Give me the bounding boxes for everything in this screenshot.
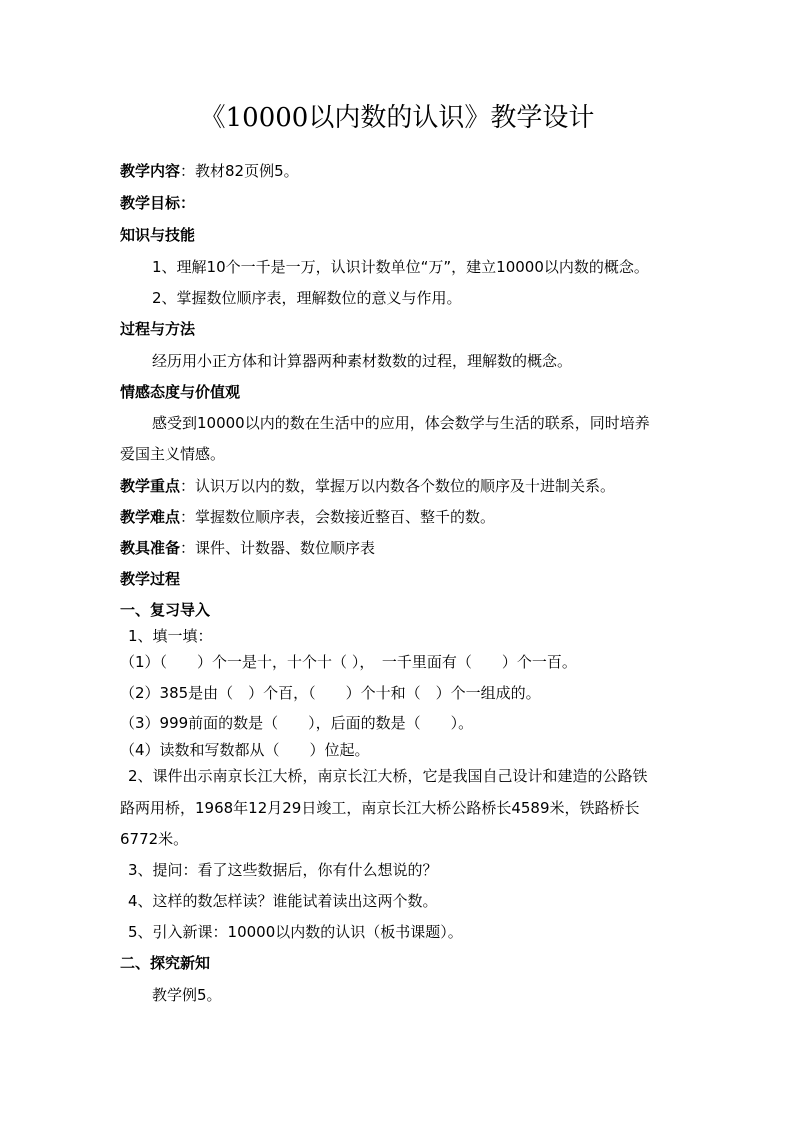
difficulty-label: 教学难点 <box>120 508 181 526</box>
section-2-text: 教学例5。 <box>152 986 222 1004</box>
emotion-text-line-2: 爱国主义情感。 <box>120 445 226 463</box>
knowledge-item-2: 2、掌握数位顺序表，理解数位的意义与作用。 <box>152 289 462 307</box>
materials <box>120 537 375 559</box>
knowledge-skills-heading: 知识与技能 <box>120 226 196 244</box>
section-1-item-4: 4、这样的数怎样读？谁能试着读出这两个数。 <box>128 892 438 910</box>
teaching-content-text: ：教材82页例5。 <box>180 162 299 180</box>
key-point <box>120 475 615 497</box>
difficulty-text: ：掌握数位顺序表，会数接近整百、整千的数。 <box>180 508 496 526</box>
section-1-item-1: 1、填一填： <box>128 627 213 645</box>
fill-question-4: （4）读数和写数都从（ ）位起。 <box>120 741 370 759</box>
section-1-item-2-line-3: 6772米。 <box>120 830 189 848</box>
key-point-label: 教学重点 <box>120 477 181 495</box>
section-1-heading: 一、复习导入 <box>120 601 211 619</box>
process-method-text: 经历用小正方体和计算器两种素材数数的过程，理解数的概念。 <box>152 352 573 370</box>
key-point-text: ：认识万以内的数，掌握万以内数各个数位的顺序及十进制关系。 <box>180 477 616 495</box>
emotion-heading: 情感态度与价值观 <box>120 383 241 401</box>
page-title: 《10000以内数的认识》教学设计 <box>199 103 595 133</box>
section-1-item-3: 3、提问：看了这些数据后，你有什么想说的？ <box>128 861 438 879</box>
fill-question-3: （3）999前面的数是（ ），后面的数是（ ）。 <box>120 714 474 732</box>
teaching-content-label: 教学内容 <box>120 162 181 180</box>
section-1-item-5: 5、引入新课：10000以内数的认识（板书课题）。 <box>128 923 463 941</box>
teaching-content <box>120 160 299 182</box>
knowledge-item-1: 1、理解10个一千是一万，认识计数单位“万”，建立10000以内数的概念。 <box>152 258 649 276</box>
section-2-heading: 二、探究新知 <box>120 954 211 972</box>
section-1-item-2-line-2: 路两用桥，1968年12月29日竣工，南京长江大桥公路桥长4589米，铁路桥长 <box>120 799 640 817</box>
teaching-process-heading: 教学过程 <box>120 570 181 588</box>
process-method-heading: 过程与方法 <box>120 320 196 338</box>
teaching-objectives-label: 教学目标： <box>120 194 196 212</box>
emotion-text-line-1: 感受到10000以内的数在生活中的应用，体会数学与生活的联系，同时培养 <box>152 414 650 432</box>
difficulty <box>120 506 495 528</box>
fill-question-2: （2）385是由（ ）个百，（ ）个十和（ ）个一组成的。 <box>120 684 541 702</box>
materials-label: 教具准备 <box>120 539 181 557</box>
materials-text: ：课件、计数器、数位顺序表 <box>180 539 376 557</box>
fill-question-1: （1）（ ）个一是十，十个十（ ）， 一千里面有（ ）个一百。 <box>120 653 577 671</box>
section-1-item-2-line-1: 2、课件出示南京长江大桥，南京长江大桥，它是我国自己设计和建造的公路铁 <box>128 767 648 785</box>
